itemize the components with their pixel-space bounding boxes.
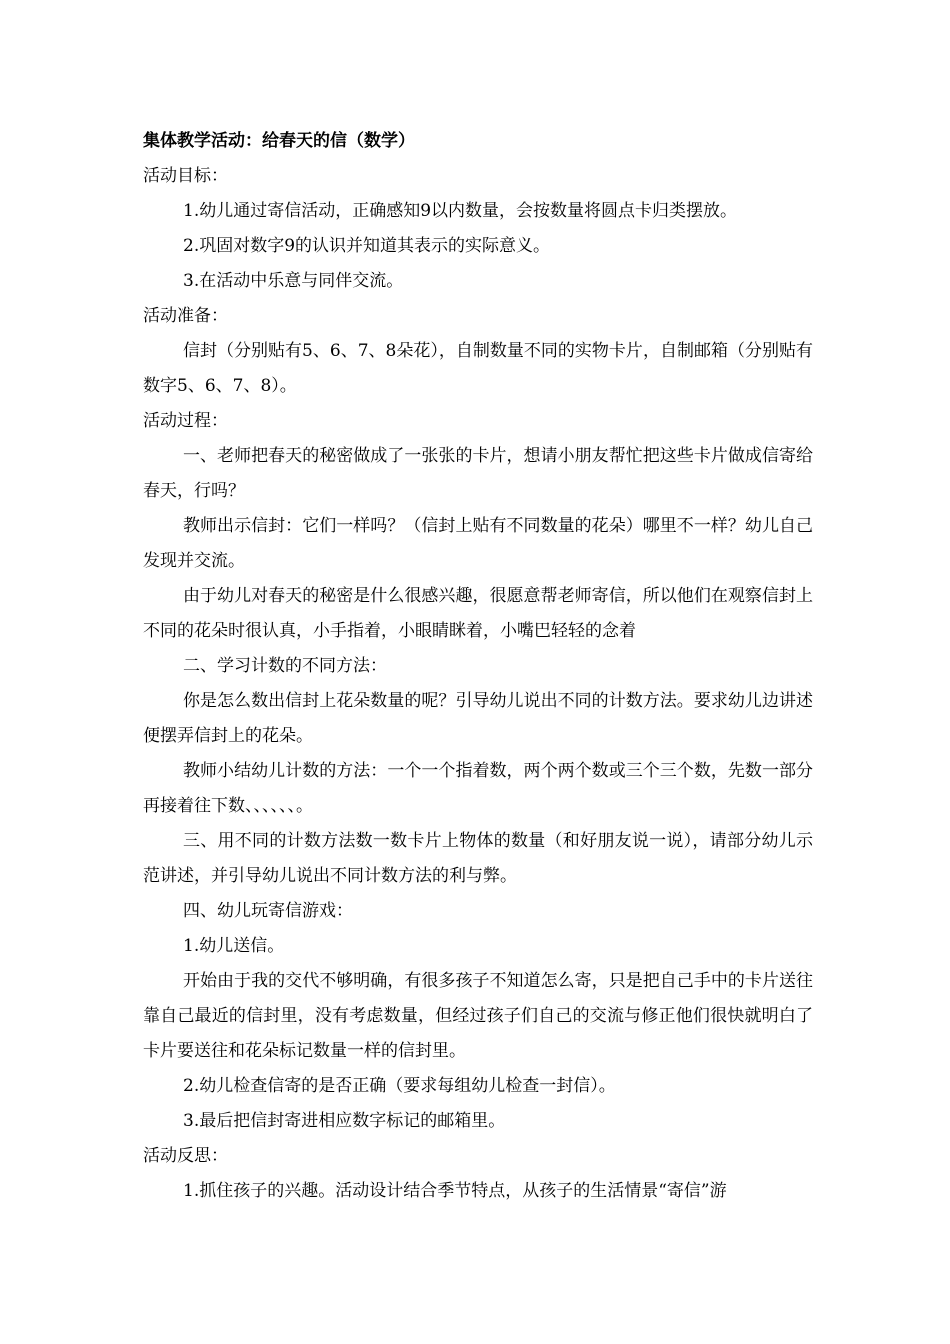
prep-paragraph: 信封（分别贴有5、6、7、8朵花），自制数量不同的实物卡片，自制邮箱（分别贴有数字5、6、7、8）。: [143, 341, 813, 396]
goal-item: 3.在活动中乐意与同伴交流。: [183, 271, 404, 291]
process-paragraph: 四、幼儿玩寄信游戏：: [183, 901, 353, 921]
process-paragraph: 1.幼儿送信。: [183, 936, 285, 956]
process-paragraph: 3.最后把信封寄进相应数字标记的邮箱里。: [183, 1111, 506, 1131]
reflection-item: 1.抓住孩子的兴趣。活动设计结合季节特点，从孩子的生活情景“寄信”游: [183, 1181, 727, 1201]
process-paragraph: 2.幼儿检查信寄的是否正确（要求每组幼儿检查一封信）。: [183, 1076, 616, 1096]
document-body: [143, 124, 813, 1209]
goal-item: 2.巩固对数字9的认识并知道其表示的实际意义。: [183, 236, 551, 256]
process-paragraph: 开始由于我的交代不够明确，有很多孩子不知道怎么寄，只是把自己手中的卡片送往靠自己最近的信封里，没有考虑数量，但经过孩子们自己的交流与修正他们很快就明白了卡片要送往和花朵标记数量一样的信封里。: [143, 971, 813, 1061]
reflection-heading: 活动反思：: [143, 1146, 228, 1166]
goals-heading: 活动目标：: [143, 166, 228, 186]
process-paragraph: 一、老师把春天的秘密做成了一张张的卡片，想请小朋友帮忙把这些卡片做成信寄给春天，行吗？: [143, 446, 813, 501]
process-paragraph: 由于幼儿对春天的秘密是什么很感兴趣，很愿意帮老师寄信，所以他们在观察信封上不同的花朵时很认真，小手指着，小眼睛眯着，小嘴巴轻轻的念着: [143, 586, 813, 641]
prep-heading: 活动准备：: [143, 306, 228, 326]
process-paragraph: 二、学习计数的不同方法：: [183, 656, 387, 676]
process-paragraph: 你是怎么数出信封上花朵数量的呢？引导幼儿说出不同的计数方法。要求幼儿边讲述便摆弄信封上的花朵。: [143, 691, 813, 746]
process-heading: 活动过程：: [143, 411, 228, 431]
process-paragraph: 教师小结幼儿计数的方法：一个一个指着数，两个两个数或三个三个数，先数一部分再接着往下数、、、、、、。: [143, 761, 813, 816]
process-paragraph: 教师出示信封：它们一样吗？（信封上贴有不同数量的花朵）哪里不一样？幼儿自己发现并交流。: [143, 516, 813, 571]
process-paragraph: 三、用不同的计数方法数一数卡片上物体的数量（和好朋友说一说），请部分幼儿示范讲述，并引导幼儿说出不同计数方法的利与弊。: [143, 831, 813, 886]
goal-item: 1.幼儿通过寄信活动，正确感知9以内数量，会按数量将圆点卡归类摆放。: [183, 201, 738, 221]
document-title: 集体教学活动：给春天的信（数学）: [143, 131, 415, 151]
